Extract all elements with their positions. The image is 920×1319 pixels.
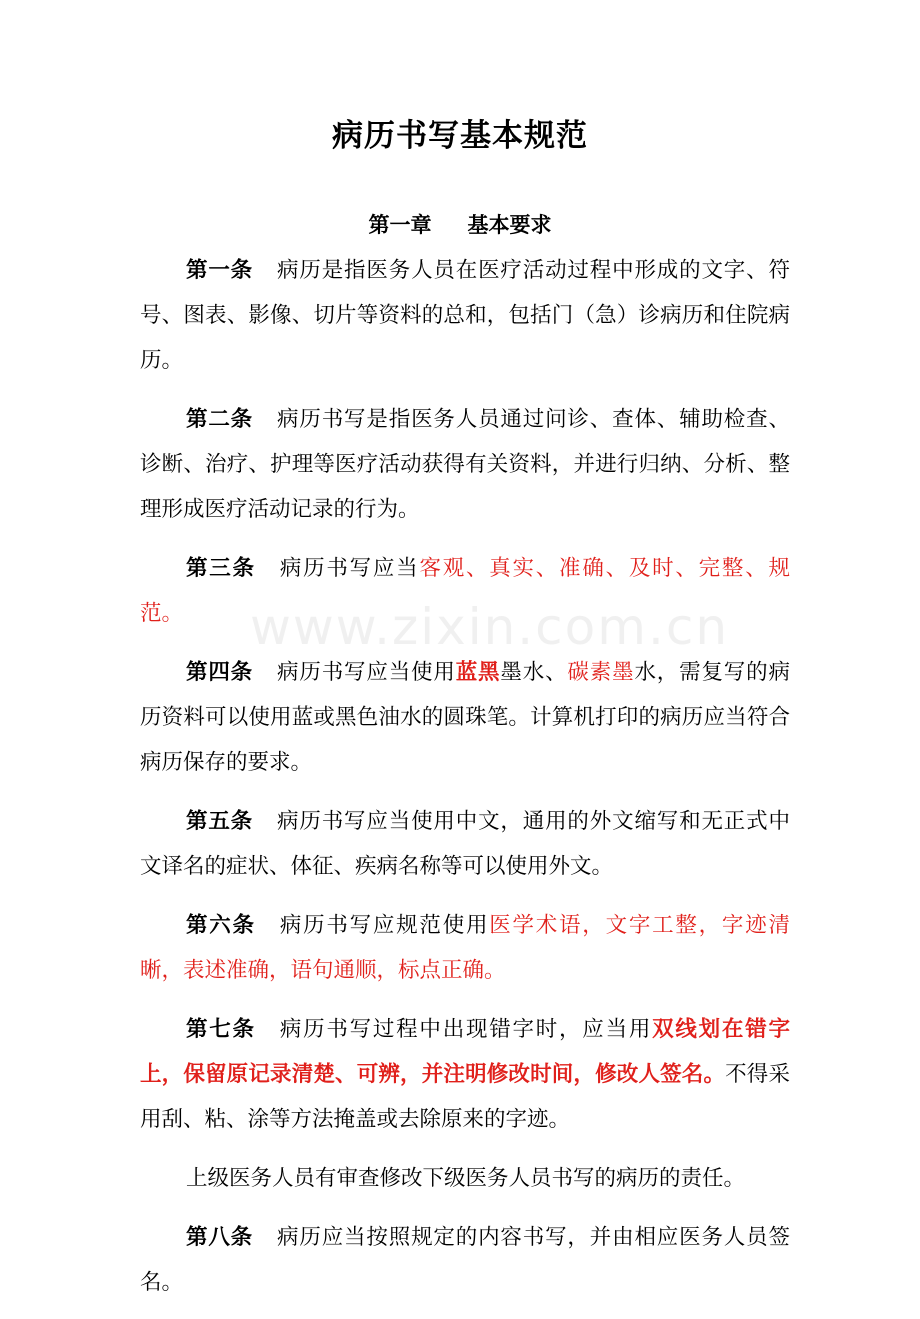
article-text: 病历书写过程中出现错字时，应当用 — [279, 1017, 653, 1042]
chapter-name: 基本要求 — [467, 213, 552, 237]
article-text: 病历书写是指医务人员通过问诊、查体、辅助检查、诊断、治疗、护理等医疗活动获得有关资料，并进行归纳、分析、整理形成医疗活动记录的行为。 — [140, 407, 790, 522]
articles-body — [140, 248, 790, 1319]
article-label: 第二条 — [186, 407, 254, 432]
article-text: 病历书写应当使用中文，通用的外文缩写和无正式中文译名的症状、体征、疾病名称等可以使用外文。 — [140, 809, 790, 879]
highlighted-text: 客观、真实、准确、及时、完整、规范。 — [140, 556, 790, 626]
article-paragraph — [140, 1007, 790, 1142]
article-label: 第一条 — [186, 258, 254, 283]
article-text: 上级医务人员有审查修改下级医务人员书写的病历的责任。 — [186, 1166, 746, 1191]
highlighted-text: 双线划在错字上，保留原记录清楚、可辨，并注明修改时间，修改人签名。 — [140, 1017, 790, 1087]
article-paragraph — [140, 650, 790, 785]
article-text: 不得采用刮、粘、涂等方法掩盖或去除原来的字迹。 — [140, 1062, 790, 1132]
article-label: 第六条 — [186, 913, 256, 938]
watermark: www.zixin.com.cn — [250, 598, 730, 656]
article-paragraph — [140, 248, 790, 383]
article-text: 病历应当按照规定的内容书写，并由相应医务人员签名。 — [140, 1225, 790, 1295]
document-title: 病历书写基本规范 — [332, 118, 588, 154]
article-text: 水，需复写的病历资料可以使用蓝或黑色油水的圆珠笔。计算机打印的病历应当符合病历保存的要求。 — [140, 660, 790, 775]
article-label: 第四条 — [186, 660, 254, 685]
highlighted-text: 蓝黑 — [455, 660, 501, 685]
chapter-number: 第一章 — [368, 213, 432, 237]
article-label: 第七条 — [186, 1017, 256, 1042]
highlighted-text: 碳素墨 — [567, 660, 635, 685]
article-text: 病历书写应当使用 — [277, 660, 456, 685]
article-paragraph — [140, 1215, 790, 1305]
chapter-heading — [0, 203, 920, 247]
article-text: 病历书写应当 — [279, 556, 420, 581]
article-paragraph — [140, 903, 790, 993]
article-paragraph — [140, 546, 790, 636]
article-paragraph — [140, 397, 790, 532]
article-text: 墨水、 — [500, 660, 568, 685]
article-label: 第八条 — [186, 1225, 254, 1250]
article-label: 第五条 — [186, 809, 254, 834]
highlighted-text: 医学术语，文字工整，字迹清晰，表述准确，语句通顺，标点正确。 — [140, 913, 790, 983]
article-paragraph — [140, 799, 790, 889]
article-text: 病历是指医务人员在医疗活动过程中形成的文字、符号、图表、影像、切片等资料的总和，包括门（急）诊病历和住院病历。 — [140, 258, 790, 373]
article-text: 病历书写应规范使用 — [279, 913, 490, 938]
article-label: 第三条 — [186, 556, 256, 581]
article-paragraph — [140, 1156, 790, 1201]
